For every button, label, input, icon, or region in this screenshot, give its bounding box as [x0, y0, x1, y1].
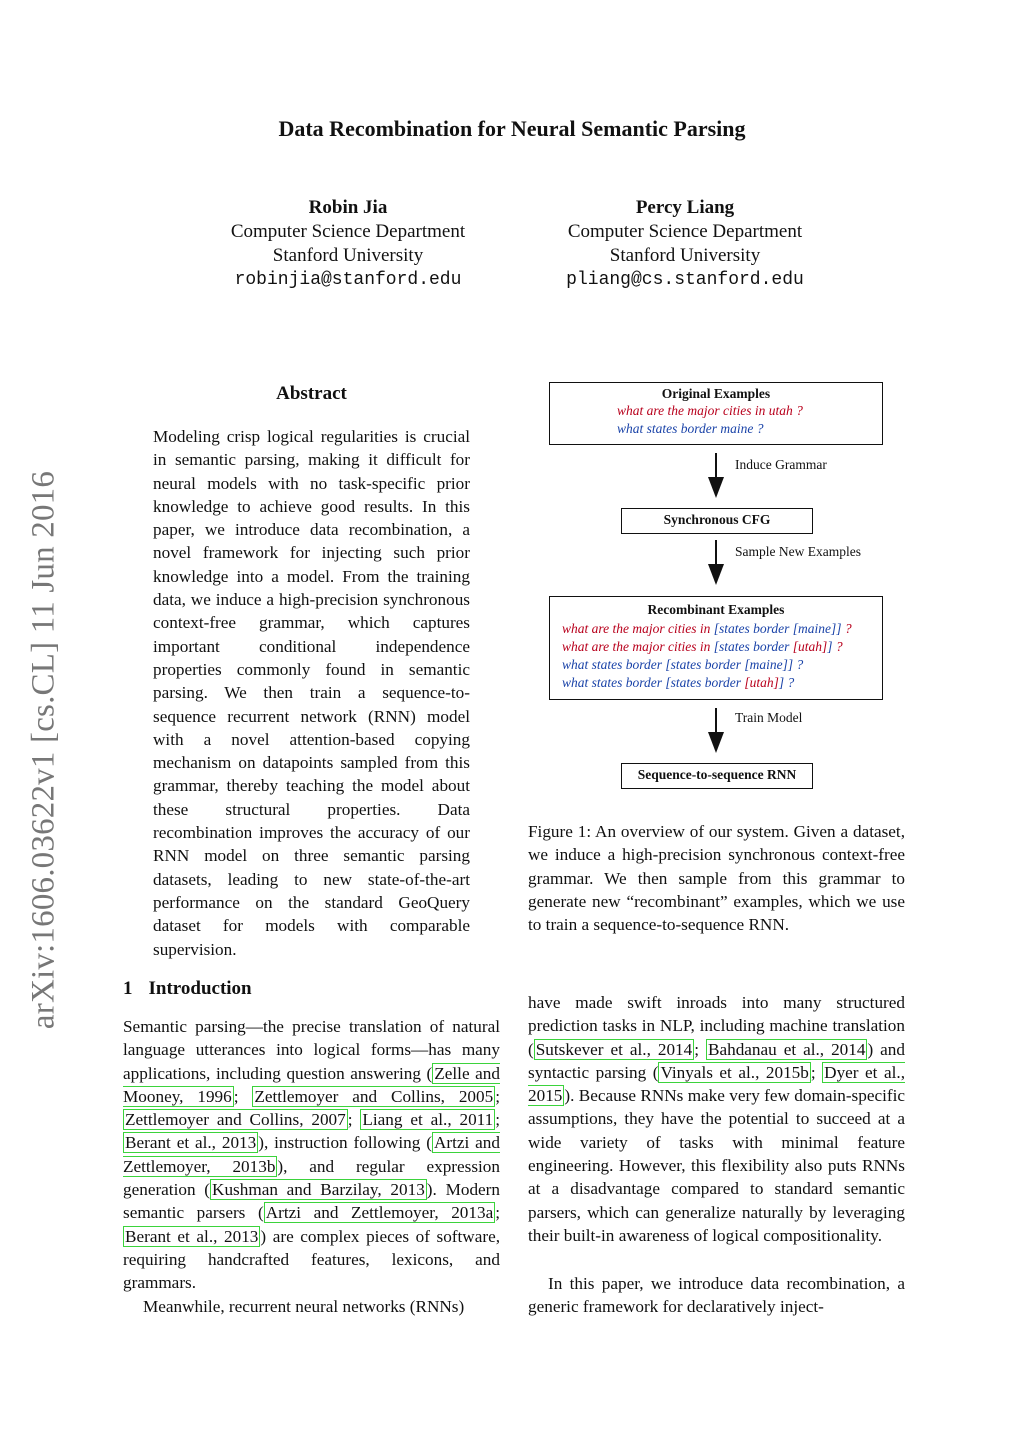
citation[interactable]: Liang et al., 2011 — [362, 1110, 494, 1130]
figure-caption: Figure 1: An overview of our system. Given a dataset, we induce a high-precision synchronous context-free grammar. We then sample from this grammar to generate new “recombinant” examples, which we use to train a sequence-to-sequence RNN. — [528, 822, 905, 935]
author-name: Percy Liang — [635, 197, 735, 218]
intro-paragraph-2-start: Meanwhile, recurrent neural networks (RNNs) — [143, 1297, 465, 1316]
citation[interactable]: Zelle and Mooney, 1996 — [123, 1063, 500, 1106]
section-heading-introduction — [123, 978, 500, 1000]
recombinant-example-1: what are the major cities in [states border [maine]] ? — [562, 621, 852, 636]
citation[interactable]: Dyer et al., 2015 — [528, 1062, 905, 1106]
original-examples-box — [549, 382, 883, 445]
paper-title: Data Recombination for Neural Semantic Parsing — [278, 116, 746, 141]
citation[interactable]: Kushman and Barzilay, 2013 — [212, 1180, 425, 1200]
abstract-heading: Abstract — [276, 383, 347, 404]
arxiv-identifier: arXiv:1606.03622v1 [cs.CL] 11 Jun 2016 — [25, 470, 62, 1030]
author-univ: Stanford University — [272, 245, 424, 266]
recombinant-example-4: what states border [states border [utah]] ? — [562, 675, 795, 690]
recombinant-example-2: what are the major cities in [states border [utah]] ? — [562, 639, 843, 654]
citation[interactable]: Artzi and Zettlemoyer, 2013b — [123, 1133, 500, 1176]
citation[interactable]: Zettlemoyer and Collins, 2005 — [254, 1086, 494, 1106]
citation[interactable]: Zettlemoyer and Collins, 2007 — [125, 1110, 346, 1130]
arrow-1 — [708, 453, 724, 498]
intro-paragraph-2-continued: have made swift inroads into many structured prediction tasks in NLP, including machine translation ( Sutskever et al., 2014 ; Bahdanau et al., 2014 ) and syntactic parsing ( Vinyals et al., 2015b ; Dyer et al., 2015 ). Because RNNs make very few domain-specific assumptions, they have the potential to succeed at a wide variety of tasks with minimal feature engineering. However, this flexibility also puts RNNs at a disadvantage compared to standard semantic parsers, which can generalize naturally by leveraging their built-in awareness of logical compositionality. — [528, 993, 905, 1245]
citation[interactable]: Sutskever et al., 2014 — [535, 1039, 693, 1059]
citation[interactable]: Berant et al., 2013 — [125, 1133, 257, 1153]
synchronous-cfg-node: Synchronous CFG — [621, 508, 813, 534]
recombinant-examples-box — [549, 596, 883, 700]
section-number: 1 — [123, 978, 133, 999]
author-email: robinjia@stanford.edu — [234, 270, 462, 290]
citation[interactable]: Bahdanau et al., 2014 — [708, 1039, 866, 1059]
arrow-label-induce-grammar: Induce Grammar — [735, 457, 827, 472]
original-example-1: what are the major cities in utah ? — [617, 403, 803, 418]
arrow-label-train-model: Train Model — [735, 710, 803, 725]
original-example-2: what states border maine ? — [617, 421, 764, 436]
author-block-1 — [198, 196, 498, 292]
arrow-2 — [708, 540, 724, 585]
arrow-3 — [708, 708, 724, 753]
author-univ: Stanford University — [609, 245, 761, 266]
author-block-2 — [535, 196, 835, 292]
author-name: Robin Jia — [308, 197, 388, 218]
arrow-label-sample-examples: Sample New Examples — [735, 544, 861, 559]
intro-paragraph-3: In this paper, we introduce data recombination, a generic framework for declaratively inject- — [528, 1274, 905, 1317]
citation[interactable]: Berant et al., 2013 — [125, 1226, 259, 1246]
citation[interactable]: Vinyals et al., 2015b — [660, 1062, 809, 1082]
original-examples-heading: Original Examples — [661, 386, 771, 401]
seq2seq-rnn-node: Sequence-to-sequence RNN — [621, 763, 813, 789]
recombinant-example-3: what states border [states border [maine]] ? — [562, 657, 804, 672]
author-dept: Computer Science Department — [230, 221, 466, 242]
abstract-text: Modeling crisp logical regularities is crucial in semantic parsing, making it difficult for neural models with no task-specific prior knowledge to achieve good results. In this paper, we introduce data recombination, a novel framework for injecting such prior knowledge into a model. From the training data, we induce a high-precision synchronous context-free grammar, which captures important conditional independence properties commonly found in semantic parsing. We then train a sequence-to-sequence recurrent network (RNN) model with a novel attention-based copying mechanism on datapoints sampled from this grammar, thereby teaching the model about these structural properties. Data recombination improves the accuracy of our RNN model on three semantic parsing datasets, leading to new state-of-the-art performance on the standard GeoQuery dataset for models with comparable supervision. — [153, 427, 470, 959]
author-dept: Computer Science Department — [567, 221, 803, 242]
recombinant-examples-heading: Recombinant Examples — [647, 602, 785, 617]
citation[interactable]: Artzi and Zettlemoyer, 2013a — [265, 1203, 494, 1223]
author-email: pliang@cs.stanford.edu — [566, 270, 804, 290]
section-title: Introduction — [148, 978, 252, 999]
intro-paragraph-1: Semantic parsing—the precise translation of natural language utterances into logical forms—has many applications, including question answering ( Zelle and Mooney, 1996 ; Zettlemoyer and Collins, 2005 ; Zettlemoyer and Collins, 2007 ; Liang et al., 2011 ; Berant et al., 2013 ), instruction following ( Artzi and Zettlemoyer, 2013b ), and regular expression generation ( Kushman and Barzilay, 2013 ). Modern semantic parsers ( Artzi and Zettlemoyer, 2013a ; Berant et al., 2013 ) are complex pieces of software, requiring handcrafted features, lexicons, and grammars. — [123, 1017, 500, 1293]
